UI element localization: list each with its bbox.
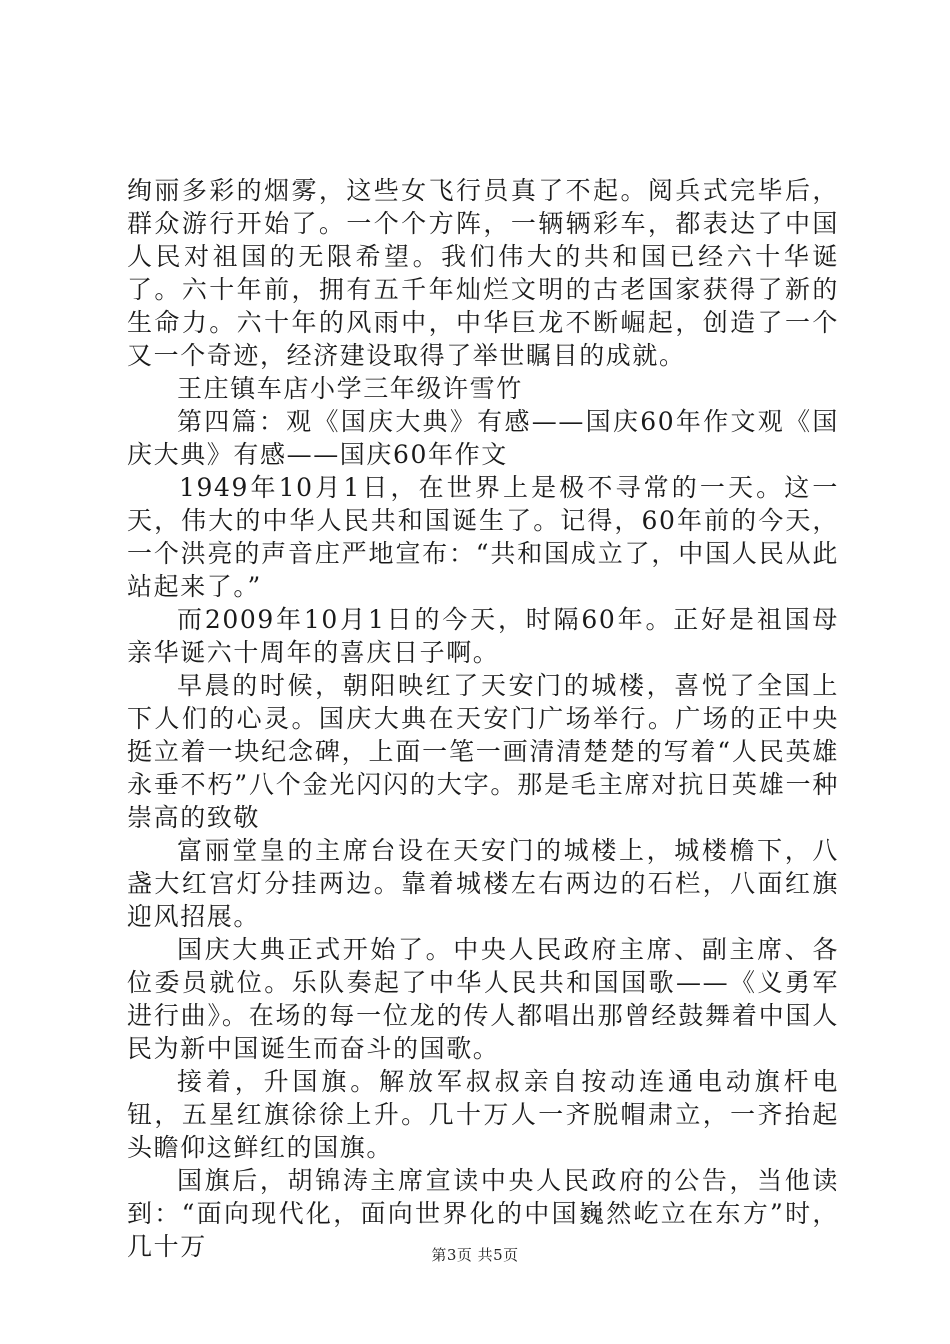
paragraph-author-signature: 王庄镇车店小学三年级许雪竹	[177, 374, 523, 403]
paragraph-announcement: 国旗后，胡锦涛主席宣读中央人民政府的公告，当他读到：“面向现代化，面向世界化的中国巍然屹立在东方”时，几十万	[127, 1166, 839, 1261]
section-heading: 第四篇：观《国庆大典》有感——国庆60年作文观《国庆大典》有感——国庆60年作文	[127, 407, 839, 469]
page-number-footer: 第3页 共5页	[431, 1246, 519, 1264]
paragraph-ceremony-start: 国庆大典正式开始了。中央人民政府主席、副主席、各位委员就位。乐队奏起了中华人民共和国国歌——《义勇军进行曲》。在场的每一位龙的传人都唱出那曾经鼓舞着中国人民为新中国诞生而奋斗的国歌。	[127, 935, 839, 1063]
paragraph-2009: 而2009年10月1日的今天，时隔60年。正好是祖国母亲华诞六十周年的喜庆日子啊。	[127, 605, 839, 667]
paragraph-continuation: 绚丽多彩的烟雾，这些女飞行员真了不起。阅兵式完毕后，群众游行开始了。一个个方阵，一辆辆彩车，都表达了中国人民对祖国的无限希望。我们伟大的共和国已经六十华诞了。六十年前，拥有五千年灿烂文明的古老国家获得了新的生命力。六十年的风雨中，中华巨龙不断崛起，创造了一个又一个奇迹，经济建设取得了举世瞩目的成就。	[127, 176, 839, 370]
document-body	[127, 174, 839, 1263]
paragraph-morning: 早晨的时候，朝阳映红了天安门的城楼，喜悦了全国上下人们的心灵。国庆大典在天安门广场举行。广场的正中央挺立着一块纪念碑，上面一笔一画清清楚楚的写着“人民英雄永垂不朽”八个金光闪闪的大字。那是毛主席对抗日英雄一种崇高的致敬	[127, 671, 839, 832]
paragraph-1949: 1949年10月1日，在世界上是极不寻常的一天。这一天，伟大的中华人民共和国诞生了。记得，60年前的今天，一个洪亮的声音庄严地宣布：“共和国成立了，中国人民从此站起来了。”	[127, 473, 839, 601]
paragraph-flag-raising: 接着，升国旗。解放军叔叔亲自按动连通电动旗杆电钮，五星红旗徐徐上升。几十万人一齐脱帽肃立，一齐抬起头瞻仰这鲜红的国旗。	[127, 1067, 839, 1162]
paragraph-rostrum: 富丽堂皇的主席台设在天安门的城楼上，城楼檐下，八盏大红宫灯分挂两边。靠着城楼左右两边的石栏，八面红旗迎风招展。	[127, 836, 839, 931]
